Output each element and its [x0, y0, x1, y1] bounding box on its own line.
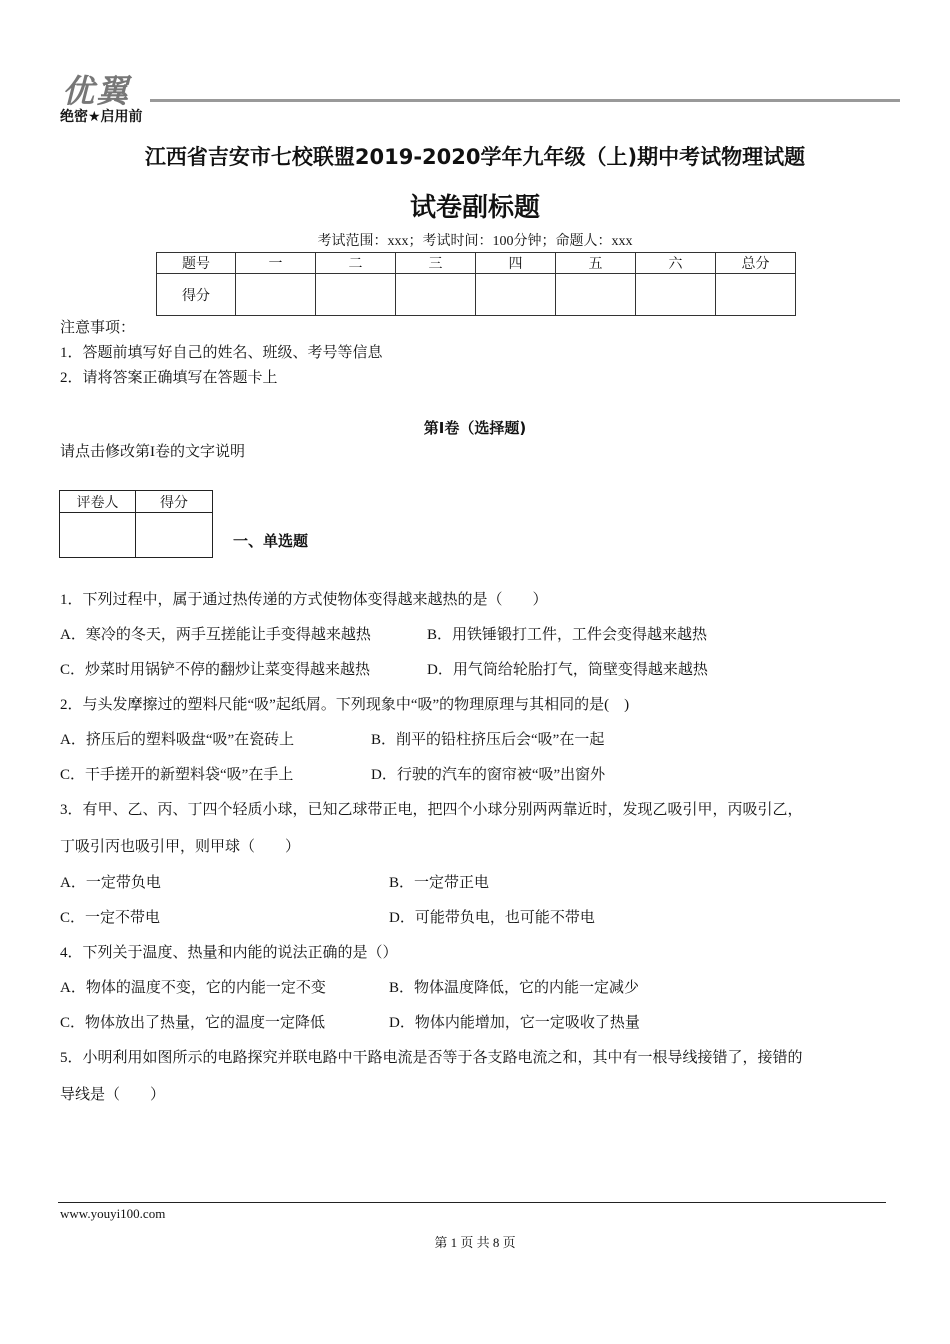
- grader-header-cell: 评卷人: [60, 491, 136, 513]
- paper-subtitle: 试卷副标题: [409, 193, 540, 223]
- option-d: D．行驶的汽车的窗帘被“吸”出窗外: [371, 767, 606, 783]
- score-header-cell: 四: [476, 253, 556, 274]
- score-cell[interactable]: [316, 274, 396, 316]
- note-item: 1．答题前填写好自己的姓名、班级、考号等信息: [60, 345, 383, 361]
- score-row-label: 得分: [157, 274, 236, 316]
- option-c: C．一定不带电: [60, 910, 161, 926]
- option-d: D．用气筒给轮胎打气，筒壁变得越来越热: [427, 662, 708, 678]
- option-b: B．削平的铅柱挤压后会“吸”在一起: [371, 732, 605, 748]
- grader-cell[interactable]: [136, 513, 213, 558]
- score-header-cell: 一: [236, 253, 316, 274]
- question-stem: 5．小明利用如图所示的电路探究并联电路中干路电流是否等于各支路电流之和，其中有一根导线接错了，接错的: [60, 1050, 803, 1066]
- score-header-cell: 六: [636, 253, 716, 274]
- option-a: A．一定带负电: [60, 875, 161, 891]
- option-b: B．用铁锤锻打工件，工件会变得越来越热: [427, 627, 708, 643]
- option-c: C．炒菜时用锅铲不停的翻炒让菜变得越来越热: [60, 662, 371, 678]
- score-header-cell: 题号: [157, 253, 236, 274]
- option-c: C．干手搓开的新塑料袋“吸”在手上: [60, 767, 294, 783]
- exam-info: 考试范围：xxx；考试时间：100分钟；命题人：xxx: [317, 234, 633, 249]
- option-a: A．挤压后的塑料吸盘“吸”在瓷砖上: [60, 732, 295, 748]
- logo: 优翼: [62, 72, 131, 110]
- page-number: 第 1 页 共 8 页: [434, 1235, 516, 1250]
- score-cell[interactable]: [236, 274, 316, 316]
- option-d: D．可能带负电，也可能不带电: [389, 910, 595, 926]
- question-stem-continued: 丁吸引丙也吸引甲，则甲球（ ）: [60, 839, 301, 855]
- footer-divider: [58, 1202, 886, 1203]
- grader-cell[interactable]: [60, 513, 136, 558]
- question-stem-continued: 导线是（ ）: [60, 1087, 166, 1103]
- score-table: [156, 252, 796, 316]
- section-title: 第I卷（选择题): [423, 419, 527, 437]
- option-c: C．物体放出了热量，它的温度一定降低: [60, 1015, 326, 1031]
- score-cell[interactable]: [636, 274, 716, 316]
- grader-table: [59, 490, 213, 558]
- section-description: 请点击修改第I卷的文字说明: [60, 444, 245, 460]
- option-b: B．一定带正电: [389, 875, 490, 891]
- option-d: D．物体内能增加，它一定吸收了热量: [389, 1015, 640, 1031]
- notes-heading: 注意事项：: [60, 320, 136, 336]
- logo-divider: [150, 99, 900, 102]
- option-a: A．物体的温度不变，它的内能一定不变: [60, 980, 326, 996]
- paper-title: 江西省吉安市七校联盟2019-2020学年九年级（上)期中考试物理试题: [144, 145, 806, 169]
- grader-header-cell: 得分: [136, 491, 213, 513]
- note-item: 2．请将答案正确填写在答题卡上: [60, 370, 278, 386]
- question-stem: 3．有甲、乙、丙、丁四个轻质小球，已知乙球带正电，把四个小球分别两两靠近时，发现乙吸引甲，丙吸引乙，: [60, 802, 803, 818]
- score-cell[interactable]: [716, 274, 796, 316]
- score-header-cell: 三: [396, 253, 476, 274]
- score-header-cell: 五: [556, 253, 636, 274]
- option-a: A．寒冷的冬天，两手互搓能让手变得越来越热: [60, 627, 371, 643]
- part-title: 一、单选题: [233, 532, 309, 550]
- score-header-cell: 总分: [716, 253, 796, 274]
- question-stem: 2．与头发摩擦过的塑料尺能“吸”起纸屑。下列现象中“吸”的物理原理与其相同的是( ): [60, 697, 630, 713]
- score-cell[interactable]: [396, 274, 476, 316]
- option-b: B．物体温度降低，它的内能一定减少: [389, 980, 640, 996]
- score-header-cell: 二: [316, 253, 396, 274]
- footer-url: www.youyi100.com: [60, 1206, 166, 1221]
- score-cell[interactable]: [476, 274, 556, 316]
- question-stem: 1．下列过程中，属于通过热传递的方式使物体变得越来越热的是（ ）: [60, 592, 548, 608]
- question-stem: 4．下列关于温度、热量和内能的说法正确的是（）: [60, 945, 398, 961]
- score-cell[interactable]: [556, 274, 636, 316]
- confidential-label: 绝密★启用前: [60, 109, 143, 125]
